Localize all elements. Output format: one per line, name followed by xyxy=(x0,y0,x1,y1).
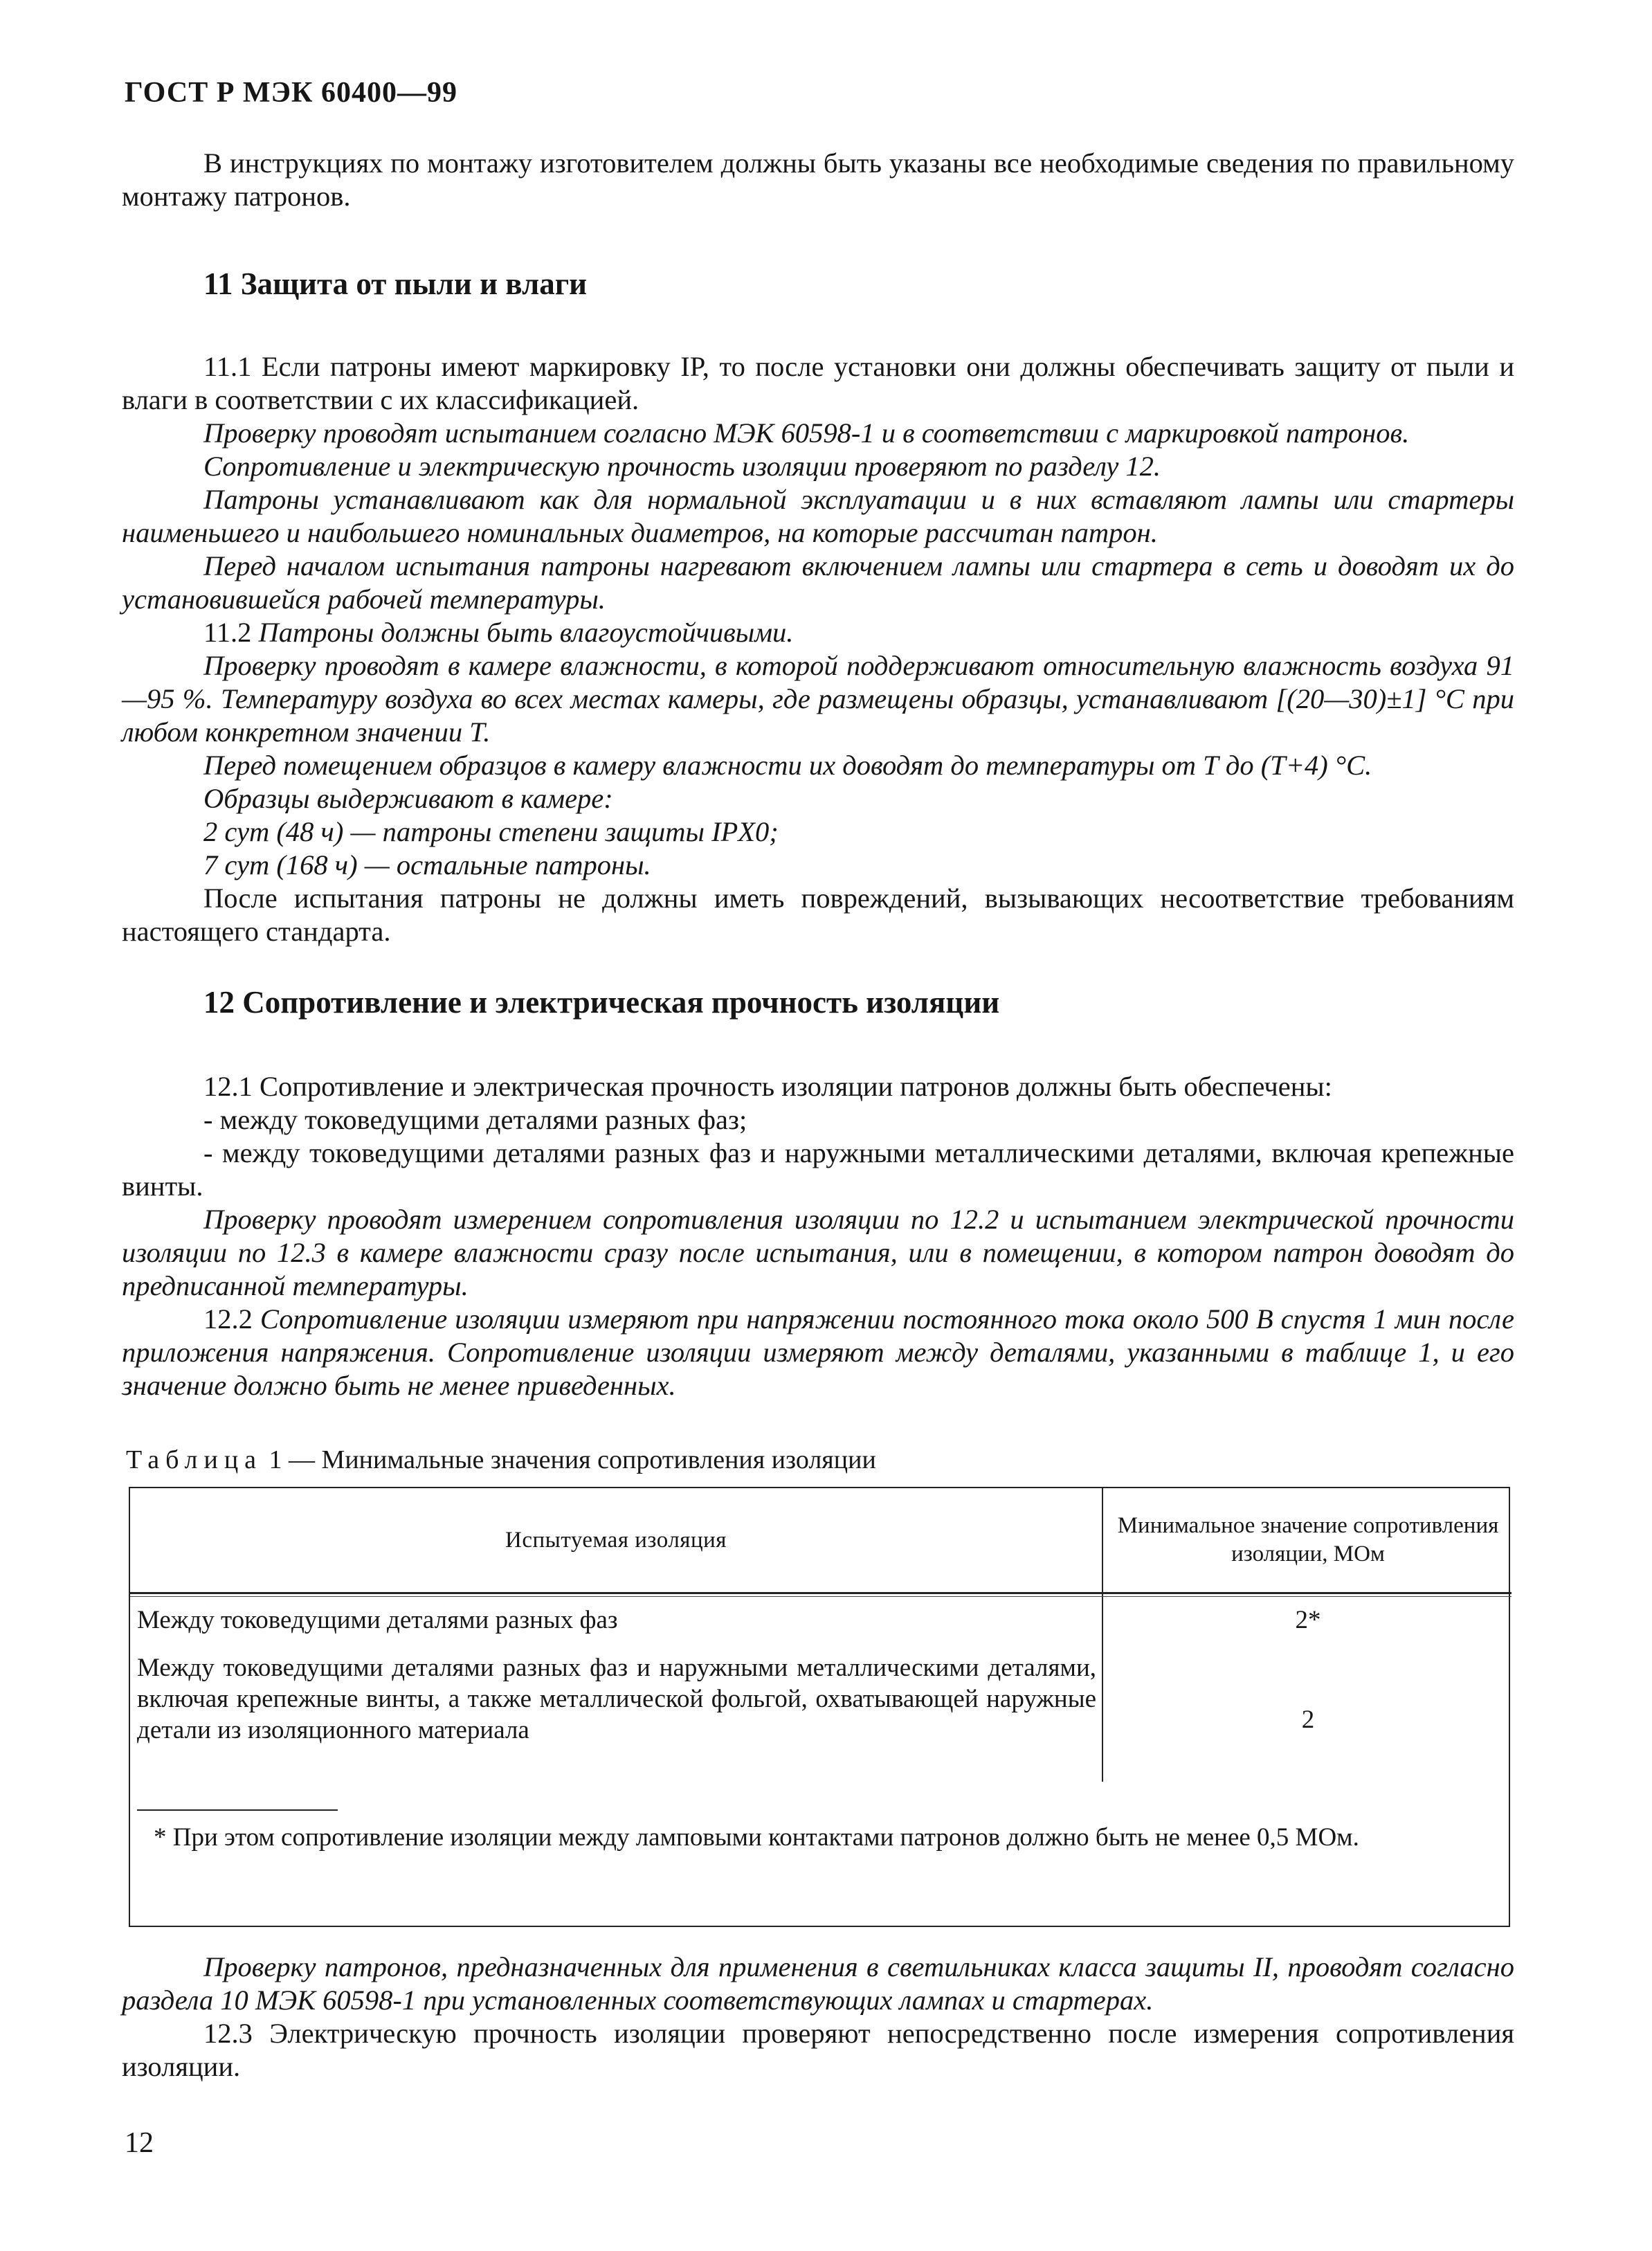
intro-block xyxy=(122,147,1514,213)
table-header-divider-second xyxy=(130,1596,1512,1597)
paragraph-sample-temperature: Перед помещением образцов в камеру влажности их доводят до температуры от Т до (Т+4) °С. xyxy=(203,750,1372,781)
footnote-separator xyxy=(137,1809,338,1811)
table-column-divider xyxy=(1102,1488,1103,1782)
paragraph-12-1: 12.1 Сопротивление и электрическая прочность изоляции патронов должны быть обеспечены: xyxy=(203,1071,1332,1102)
table-row-1-value: 2* xyxy=(1295,1606,1321,1634)
paragraph-preheat: Перед началом испытания патроны нагревают включением лампы или стартера в сеть и доводят их до установившейся рабочей температуры. xyxy=(122,550,1514,615)
intro-paragraph: В инструкциях по монтажу изготовителем должны быть указаны все необходимые сведения по правильному монтажу патронов. xyxy=(122,147,1514,212)
paragraph-12-2: 12.2 Сопротивление изоляции измеряют при напряжении постоянного тока около 500 В спустя 1 мин после приложения напряжения. Сопротивление изоляции измеряют между деталями, указанными в таблице 1, и его значение должно быть не менее приведенных. xyxy=(122,1303,1515,1401)
paragraph-11-2-text: Патроны должны быть влагоустойчивыми. xyxy=(258,617,794,648)
table-caption-text: 1 — Минимальные значения сопротивления изоляции xyxy=(262,1445,876,1474)
section-12-title: 12 Сопротивление и электрическая прочность изоляции xyxy=(203,985,1000,1020)
table-row-2-value: 2 xyxy=(1301,1706,1315,1734)
table-header-insulation: Испытуемая изоляция xyxy=(505,1527,727,1553)
table-row-1-insulation: Между токоведущими деталями разных фаз xyxy=(137,1606,618,1634)
paragraph-samples-kept: Образцы выдерживают в камере: xyxy=(203,783,613,814)
paragraph-humidity-chamber: Проверку проводят в камере влажности, в которой поддерживают относительную влажность воздуха 91—95 %. Температуру воздуха во всех местах камеры, где размещены образцы, устанавливают [(20—30)±1] °С при любом конкретном значении Т. xyxy=(122,650,1514,748)
paragraph-measurement-method: Проверку проводят измерением сопротивления изоляции по 12.2 и испытанием электрической прочности изоляции по 12.3 в камере влажности сразу после испытания, или в помещении, в котором патрон доводят до предписанной температуры. xyxy=(122,1204,1514,1301)
paragraph-after-test: После испытания патроны не должны иметь повреждений, вызывающих несоответствие требованиям настоящего стандарта. xyxy=(122,883,1514,947)
table-footnote: * При этом сопротивление изоляции между ламповыми контактами патронов должно быть не менее 0,5 МОм. xyxy=(154,1823,1359,1852)
table-1 xyxy=(129,1487,1510,1927)
paragraph-11-2: 11.2 Патроны должны быть влагоустойчивыми. xyxy=(203,617,794,648)
table-row-2-insulation: Между токоведущими деталями разных фаз и наружными металлическими деталями, включая крепежные винты, а также металлической фольгой, охватывающей наружные детали из изоляционного материала xyxy=(137,1654,1096,1744)
paragraph-other-duration: 7 сут (168 ч) — остальные патроны. xyxy=(203,849,651,880)
paragraph-resistance-ref: Сопротивление и электрическую прочность изоляции проверяют по разделу 12. xyxy=(203,451,1161,482)
table-caption-word: Таблица xyxy=(126,1445,263,1474)
paragraph-12-2-text: Сопротивление изоляции измеряют при напряжении постоянного тока около 500 В спустя 1 мин после приложения напряжения. Сопротивление изоляции измеряют между деталями, указанными в таблице 1, и его значение должно быть не менее приведенных. xyxy=(122,1303,1515,1401)
paragraph-11-1: 11.1 Если патроны имеют маркировку IP, то после установки они должны обеспечивать защиту от пыли и влаги в соответствии с их классификацией. xyxy=(122,351,1514,415)
paragraph-install-lamps: Патроны устанавливают как для нормальной эксплуатации и в них вставляют лампы или стартеры наименьшего и наибольшего номинальных диаметров, на которые рассчитан патрон. xyxy=(122,484,1514,548)
after-table-block xyxy=(122,1951,1514,2083)
paragraph-ipx0-duration: 2 сут (48 ч) — патроны степени защиты IPX0; xyxy=(203,816,779,847)
list-item-metal-parts: - между токоведущими деталями разных фаз и наружными металлическими деталями, включая крепежные винты. xyxy=(122,1137,1514,1202)
paragraph-12-3: 12.3 Электрическую прочность изоляции проверяют непосредственно после измерения сопротивления изоляции. xyxy=(122,2018,1514,2082)
table-header-min-value: Минимальное значение сопротивления изоляции, МОм xyxy=(1117,1513,1499,1566)
table-caption xyxy=(126,1445,876,1475)
section-11-title: 11 Защита от пыли и влаги xyxy=(203,266,588,301)
paragraph-check-iec: Проверку проводят испытанием согласно МЭК 60598-1 и в соответствии с маркировкой патронов. xyxy=(203,417,1410,449)
list-item-phases: - между токоведущими деталями разных фаз; xyxy=(203,1104,747,1135)
table-header-divider xyxy=(130,1592,1512,1594)
page-number: 12 xyxy=(125,2127,154,2159)
section-12-body xyxy=(122,1070,1514,1402)
section-11-body xyxy=(122,350,1514,948)
paragraph-class-ii-check: Проверку патронов, предназначенных для применения в светильниках класса защиты II, проводят согласно раздела 10 МЭК 60598-1 при установленных соответствующих лампах и стартерах. xyxy=(122,1951,1514,2016)
standard-header: ГОСТ Р МЭК 60400—99 xyxy=(125,77,457,109)
